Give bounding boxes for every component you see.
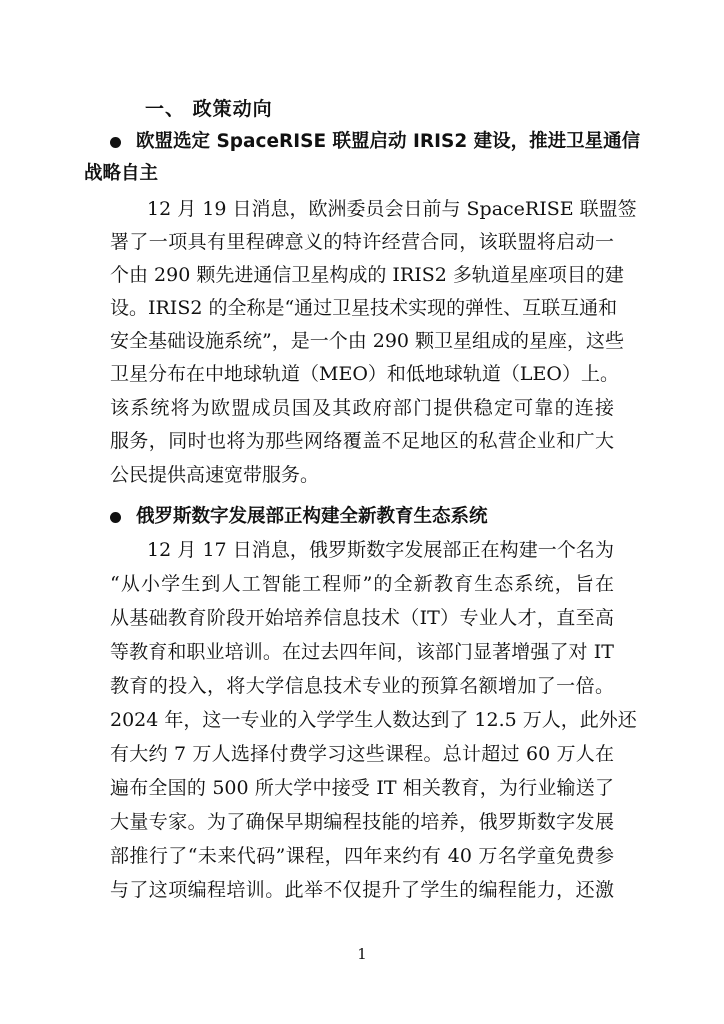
item-1-paragraph-line: 12 月 19 日消息，欧洲委员会日前与 SpaceRISE 联盟签 [147, 198, 637, 220]
item-2-paragraph-line: 等教育和职业培训。在过去四年间，该部门显著增强了对 IT [110, 641, 614, 663]
item-2-paragraph-line: 部推行了“未来代码”课程，四年来约有 40 万名学童免费参 [110, 845, 614, 867]
item-1-paragraph-line: 公民提供高速宽带服务。 [110, 464, 320, 486]
item-1-paragraph-line: 该系统将为欧盟成员国及其政府部门提供稳定可靠的连接 [110, 397, 614, 419]
item-1-title-line-2: 战略自主 [84, 163, 159, 184]
section-heading: 一、 政策动向 [145, 98, 273, 120]
bullet-icon [110, 137, 121, 148]
item-1-title-line-1: 欧盟选定 SpaceRISE 联盟启动 IRIS2 建设，推进卫星通信 [136, 131, 641, 152]
item-2-paragraph-line: “从小学生到人工智能工程师”的全新教育生态系统，旨在 [110, 573, 614, 595]
item-1-paragraph-line: 个由 290 颗先进通信卫星构成的 IRIS2 多轨道星座项目的建 [110, 264, 624, 286]
item-1-title-row [110, 130, 641, 154]
item-1-paragraph-line: 署了一项具有里程碑意义的特许经营合同，该联盟将启动一 [110, 231, 614, 253]
item-2-title-row [110, 505, 614, 529]
item-1-paragraph-line: 卫星分布在中地球轨道（MEO）和低地球轨道（LEO）上。 [110, 363, 619, 385]
item-2-paragraph-line: 大量专家。为了确保早期编程技能的培养，俄罗斯数字发展 [110, 811, 614, 833]
item-2-paragraph-line: 2024 年，这一专业的入学学生人数达到了 12.5 万人，此外还 [110, 709, 637, 731]
item-1-paragraph-line: 安全基础设施系统”，是一个由 290 颗卫星组成的星座，这些 [110, 330, 625, 352]
item-1-paragraph-line: 服务，同时也将为那些网络覆盖不足地区的私营企业和广大 [110, 430, 614, 452]
item-2-paragraph-line: 从基础教育阶段开始培养信息技术（IT）专业人才，直至高 [110, 607, 614, 629]
item-2-paragraph-line: 教育的投入，将大学信息技术专业的预算名额增加了一倍。 [110, 675, 614, 697]
item-2-paragraph-line: 12 月 17 日消息，俄罗斯数字发展部正在构建一个名为 [147, 539, 614, 561]
item-2-paragraph-line: 遍布全国的 500 所大学中接受 IT 相关教育，为行业输送了 [110, 777, 614, 799]
bullet-icon [110, 512, 121, 523]
item-2-title: 俄罗斯数字发展部正构建全新教育生态系统 [136, 506, 488, 527]
item-1-paragraph-line: 设。IRIS2 的全称是“通过卫星技术实现的弹性、互联互通和 [110, 297, 618, 319]
page-number: 1 [357, 945, 367, 963]
item-2-paragraph-line: 有大约 7 万人选择付费学习这些课程。总计超过 60 万人在 [110, 743, 614, 765]
item-2-paragraph-line: 与了这项编程培训。此举不仅提升了学生的编程能力，还激 [110, 879, 614, 901]
